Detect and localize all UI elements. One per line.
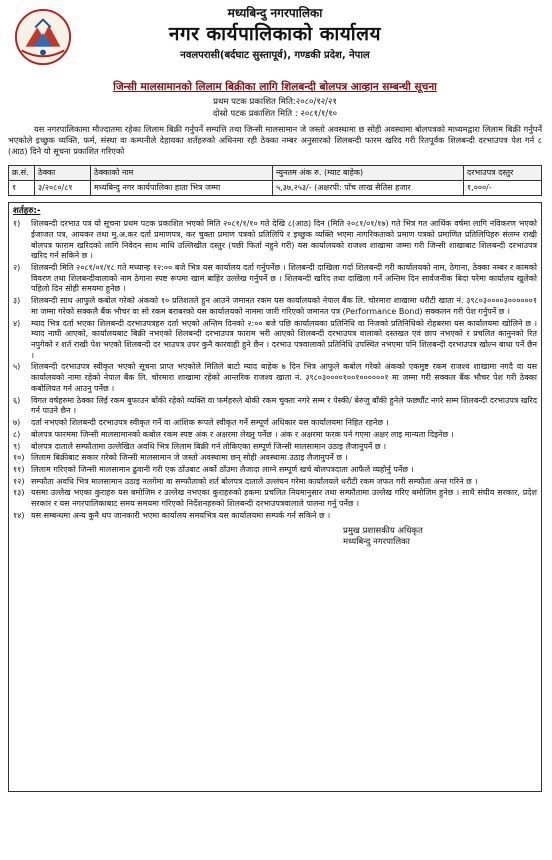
col-contract-name: ठेक्काको नाम bbox=[91, 165, 273, 180]
term-text: यस सम्बन्धमा अन्य कुनै थप जानकारी भएमा कार्यालय समयभित्र यस कार्यालयमा सम्पर्क गर्न सकिने छ । bbox=[31, 510, 331, 520]
term-number: ११) bbox=[13, 464, 25, 474]
terms-list bbox=[13, 219, 537, 521]
term-text: शिलबन्दी दरभाउ पत्र यो सूचना प्रथम पटक प्रकाशित भएको मिति २०८१/१/१० गते देखि ८(आठ) दिन (मिति २०८१/०१/१७) गते भित्र गत आर्थिक वर्षमा लागि नविकरण भएको ईजाजत पत्र, आयकर तथा मु.अ.कर दर्ता प्रमाणपत्र, कर चुक्ता प्रमाण पत्रको प्रतिलिपि र इच्छुक व्यक्ति भएमा नागरिकताको प्रमाण पत्रको प्रमाणित प्रतिलिपिहरु संलग्न राखी बोलपत्र फाराम खरिदको लागि निवेदन साथ माथि उल्लिखीत दस्तुर (पछी फिर्ता नहुने गरी) यस कार्यालयको राजश्व शाखामा जम्मा गरी जिन्सी शाखाबाट शिलबन्दी दरभाउपत्र खरिद गर्न सकिने छ । bbox=[31, 219, 537, 261]
term-item bbox=[13, 511, 537, 522]
term-item bbox=[13, 430, 537, 441]
term-number: १३) bbox=[13, 488, 25, 498]
table-header-row bbox=[9, 165, 542, 180]
second-publish-date: दोस्रो पटक प्रकाशित मिति : २०८१/१/१० bbox=[212, 109, 338, 120]
term-text: लिलाम गरिएको जिन्सी मालसामान ढुवानी गरी एक ठाँउबाट अर्को ठाँउमा लैजादा लाग्ने सम्पूर्ण खर्च बोलपत्रदाता आफैले व्यहोर्नु पर्नेछ । bbox=[31, 464, 414, 474]
term-number: १२) bbox=[13, 476, 25, 486]
term-number: ९) bbox=[13, 441, 21, 451]
term-text: लिलाम बिक्रीबाट सकार गरेको जिन्सी मालसामान जे जस्तो अवस्थामा छन् सोही अवस्थामा उठाइ लैजानुपर्ने छ । bbox=[31, 453, 348, 463]
term-text: शिलबन्दी मिति २०८१/०१/१८ गते मध्यान्ह १२:०० बजे भित्र यस कार्यालय दर्ता गर्नुपर्नेछ । शिलबन्दी दाखिला गर्दा शिलबन्दी गरी कार्यालयको नाम, ठेगाना, ठेक्का नम्बर र कामको विवरण तथा शिलबन्दीवालाको नाम ठेगाना स्पष्ट रूपमा खाम बाहिर उल्लेख गर्नुपर्ने छ । शिलबन्दी खरिद तथा दाखिला गर्ने अन्तिम दिन सार्वजनीक बिदा परेमा कार्यालय खुलेको पहिलो दिन सोही समयमा हुनेछ । bbox=[31, 263, 537, 294]
cell-contract: ३/२०८०/८१ bbox=[35, 180, 91, 195]
term-item bbox=[13, 296, 537, 317]
term-item bbox=[13, 418, 537, 429]
term-number: १०) bbox=[13, 453, 25, 463]
signature-block bbox=[343, 526, 537, 549]
notice-intro: यस नगरपालिकामा मौज्दातमा रहेका लिलाम बिक्री गर्नुपर्ने सम्पत्ति तथा जिन्सी मालसामान जे जस्तो अवस्थामा छ सोही अवस्थामा बोलपत्रको माध्यमद्वारा लिलाम बिक्री गर्नुपर्ने भएकोले इच्छुक व्यक्ति, फर्म, संस्था वा कम्पनीले देहायका शर्तहरुको अधिनमा रही ठेक्का नम्बर अनुसारको शिलबन्दी फारम खरिद गरी रितपूर्वक शिलबन्दी दरभाउपत्र पेश गर्न ८ (आठ) दिने यो सूचना प्रकाशित गरिएको bbox=[8, 124, 542, 156]
term-text: म्याद भित्र दर्ता भएका शिलबन्दी दरभाउपत्रहरु दर्ता भएको अन्तिम दिनको २:०० बजे पछि कार्यालयका प्रतिनिधि वा निजको प्रतिनिधिको रोहबरमा यस कार्यालयमा खोलिने छ । म्याद नाघी आएको, कार्यालयबाट बिक्री नभएको शिलबन्दी दरभाउपत्र फाराम भरी आएको शिलबन्दी दरभाउपत्र वालाको दस्तखत एवं छाप नभएको र प्रचलित कानुनको रित नपुगेको र शर्त राखी पेश भएको शिलबन्दी दर भाउपत्र उपर कुनै कारवाही हुने छैन । दरभाउ पत्रवालाको प्रतिनिधि उपस्थित नभएमा पनि शिलबन्दी दरभाउपत्र खोल्न बाधा पर्ने छैन । bbox=[31, 318, 537, 360]
notice-title: जिन्सी मालसामानको लिलाम बिक्रीका लागि शिलबन्दी बोलपत्र आव्हान सम्बन्धी सूचना bbox=[113, 81, 437, 93]
term-number: ८) bbox=[13, 429, 21, 439]
term-number: ६) bbox=[13, 395, 21, 405]
term-number: २) bbox=[13, 263, 21, 273]
cell-fee: १,०००/- bbox=[464, 180, 542, 195]
term-text: यसमा उल्लेख भएका कुराहरु यस बमोजिम र उल्लेख नभएका कुराहरुको हकमा प्रचलित नियमानुसार तथा सम्फौतामा उल्लेख गरिए बमोजिम हुनेछ । साथै संघीय सरकार, प्रदेश सरकार र यस नगरपालिकाबाट समय समयमा गरिएको निर्देशनहरुको शिलबन्दी दरभाउपत्रवालाले पालना गर्नु पर्नेछ । bbox=[31, 488, 537, 509]
signatory-office: मध्यबिन्दु नगरपालिका bbox=[343, 537, 410, 548]
term-text: शिलबन्दी दरभाउपत्र स्वीकृत भएको सूचना प्राप्त भएकोले मितिले बाटो म्याद बाहेक ७ दिन भित्र आफुले कबोल गरेको अंकको एकमुष्ट रकम राजश्व शाखामा नगदै वा यस कार्यालयको नामा रहेको नेपाल बैंक लि. चोरमारा शाखामा रहेको आन्तरिक राजश्व खाता नं. ३९८०३००००१००१००००००१ मा जम्मा गरी सक्कल बैंक भौचर पेश गरी ठेक्का कबोलियत गर्न आउनु पर्नेछ । bbox=[31, 362, 537, 393]
col-fee: दरभाउपत्र दस्तुर bbox=[464, 165, 542, 180]
term-text: शिलबन्दी साथ आफुले कबोल गरेको अंकको १० प्रतिशतले हुन आउने जमानत रकम यस कार्यालयको नेपाल बैंक लि. चोरमारा शाखामा धरौटी खाता नं. ३९८०३००००३००००००१ मा जम्मा गरेको सक्कलै बैंक भौचर वा सो रकम बराबरको यस कार्यालयको नाममा जारी गरिएको जमानत पत्र (Performance Bond) सक्कलन गरी पेश गर्नुपर्ने छ । bbox=[31, 296, 537, 316]
term-item bbox=[13, 442, 537, 453]
signatory-title: प्रमुख प्रशासकीय अधिकृत bbox=[343, 525, 423, 536]
term-item bbox=[13, 465, 537, 476]
term-number: ७) bbox=[13, 418, 21, 428]
term-number: ३) bbox=[13, 296, 21, 306]
term-item bbox=[13, 319, 537, 362]
col-contract: ठेक्का bbox=[35, 165, 91, 180]
terms-box bbox=[8, 202, 542, 792]
term-text: विगत वर्षहरुमा ठेक्का लिई रकम बुफाउन बाँकी रहेको व्यक्ति वा फर्महरुले बोकी रकम चुक्ता नगरे सम्म र पेस्की/ बेरुजु बाँकी हुनेले फर्छ्यौट नगरे सम्म शिलबन्दी दरभाउपत्र खरिद गर्न पाउने छैन । bbox=[31, 395, 537, 416]
term-item bbox=[13, 488, 537, 509]
term-text: बोलपत्र दाताले सम्फौतामा उल्लेखित अवधि भित्र लिलाम बिक्री गर्न तोकिएका सम्पूर्ण जिन्सी मालसामान उठाइ लैजानुपर्ने छ । bbox=[31, 441, 387, 451]
letterhead bbox=[8, 4, 542, 78]
term-number: ४) bbox=[13, 318, 21, 328]
term-item bbox=[13, 362, 537, 394]
cell-min-amount: ५,३७,२५३/- (अक्षरपी: पाँच लाख सैतिस हजार bbox=[273, 180, 464, 195]
term-number: १४) bbox=[13, 510, 25, 520]
term-item bbox=[13, 219, 537, 262]
col-sn: क्र.सं. bbox=[9, 165, 35, 180]
office-address: नवलपरासी(बर्दघाट सुस्तापूर्व), गण्डकी प्रदेश, नेपाल bbox=[180, 50, 370, 61]
cell-contract-name: मध्यबिन्दु नगर कार्यपालिका हाता भित्र जम्मा bbox=[91, 180, 273, 195]
office-name: नगर कार्यपालिकाको कार्यालय bbox=[168, 23, 382, 45]
term-item bbox=[13, 453, 537, 464]
term-number: ५) bbox=[13, 362, 21, 372]
term-text: दर्ता नभएको शिलबन्दी दरभाउपत्र स्वीकृत गर्ने वा आंशिक रूपले स्वीकृत गर्ने सम्पूर्ण अधिकार यस कार्यालयमा निहित रहनेछ । bbox=[31, 418, 389, 428]
col-min-amount: न्युनतम अंक रु. (म्याट बाहेक) bbox=[273, 165, 464, 180]
term-number: १) bbox=[13, 219, 21, 229]
term-item bbox=[13, 263, 537, 295]
term-text: सम्फौता अवधि भित्र मालसामान उठाइ नलगेमा वा सम्फौताको शर्त बोलपत्र दाताले उल्लंघन गरेमा कार्यालयले धरौटी रकम जफत गरी सम्फौता अन्त गरिने छ । bbox=[31, 476, 478, 486]
terms-title: शर्तहरु:- bbox=[13, 206, 41, 217]
term-text: बोलपत्र फारममा जिन्सी मालसामानको कबोल रकम स्पष्ट अंक र अक्षरमा लेख्नु पर्नेछ । अंक र अक्षरमा फरक पर्न गएमा अक्षर लाइ मान्यता दिइनेछ । bbox=[31, 429, 454, 439]
contract-table bbox=[8, 165, 542, 196]
cell-sn: १ bbox=[9, 180, 35, 195]
first-publish-date: प्रथम पटक प्रकाशित मिति:२०८०/१२/२१ bbox=[213, 97, 337, 108]
municipality-name: मध्यबिन्दु नगरपालिका bbox=[227, 6, 323, 20]
term-item bbox=[13, 396, 537, 417]
term-item bbox=[13, 477, 537, 488]
table-row bbox=[9, 180, 542, 195]
